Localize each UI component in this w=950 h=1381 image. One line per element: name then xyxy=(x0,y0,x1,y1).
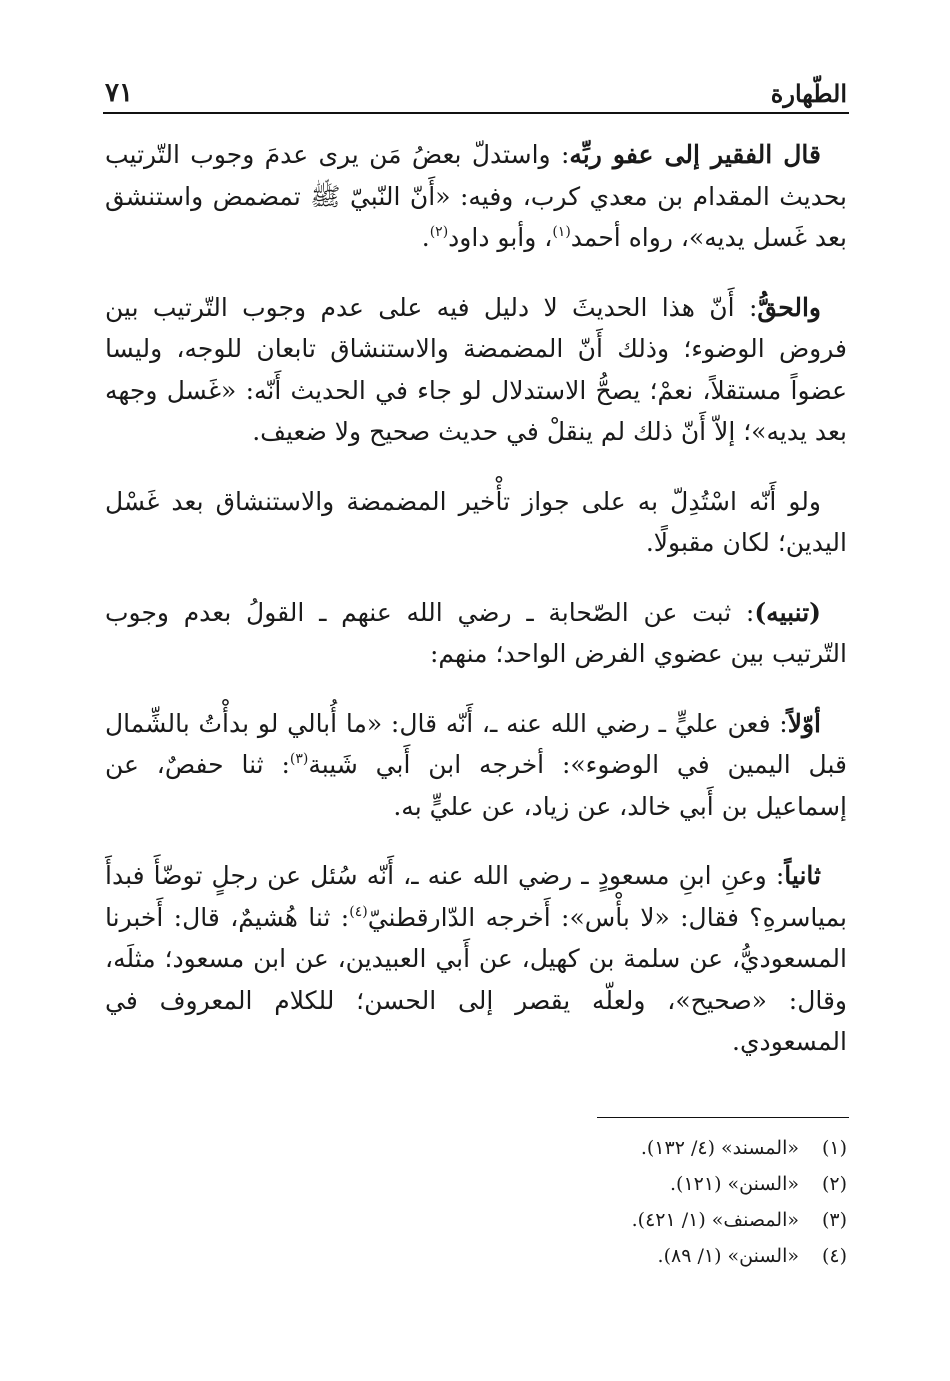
footnote-text: «المصنف» (١/ ٤٢١). xyxy=(631,1209,799,1231)
paragraph-faqir xyxy=(105,134,847,259)
paragraph-lead: والحقُّ xyxy=(757,292,821,322)
page-header xyxy=(105,70,847,108)
footnote-item xyxy=(105,1130,847,1166)
paragraph-text: ، وأبو داود xyxy=(448,223,553,252)
paragraph-text: : ثنا حفصٌ، عن إسماعيل بن أَبي خالد، عن زياد، عن عليٍّ به. xyxy=(105,750,847,821)
paragraph-text: : أَنّ هذا الحديثَ لا دليل فيه على عدم وجوب التّرتيب بين فروض الوضوء؛ وذلك أَنّ المضمضة والاستنشاق تابعان للوجه، وليسا عضواً مستقلاً، نعمْ؛ يصحُّ الاستدلال لو جاء في الحديث أَنّه: «غَسل وجهه بعد يديه»؛ إلاّ أَنّ ذلك لم ينقلْ في حديث صحيح ولا ضعيف. xyxy=(105,292,847,446)
paragraph-text: : فعن عليٍّ ـ رضي الله عنه ـ، أَنّه قال: «ما أُبالي لو بدأْتُ بالشِّمال قبل اليمين في الوضوء»: أخرجه ابن أَبي شَيبة xyxy=(105,708,847,779)
paragraph-text: : ثبت عن الصّحابة ـ رضي الله عنهم ـ القولُ بعدم وجوب التّرتيب بين عضوي الفرض الواحد؛ منهم: xyxy=(105,597,847,668)
paragraph-lead: أوّلاً xyxy=(787,708,821,738)
footnote-rule xyxy=(597,1117,849,1118)
footnote-ref: (٣) xyxy=(289,751,309,767)
header-rule xyxy=(103,112,849,114)
paragraph-awwalan xyxy=(105,703,847,828)
paragraph-text: : وعنِ ابنِ مسعودٍ ـ رضي الله عنه ـ، أَنّه سُئل عن رجلٍ توضّأَ فبدأَ بمياسرهِ؟ فقال: «لا بأْس»: أَخرجه الدّارقطنيّ xyxy=(105,861,847,932)
footnote-number: (٣) xyxy=(821,1209,847,1231)
footnote-number: (٢) xyxy=(821,1173,847,1195)
paragraph-text: . xyxy=(421,223,430,252)
footnote-item xyxy=(105,1238,847,1274)
paragraph-lead: (تنبيه) xyxy=(754,597,821,627)
footnote-text: «المسند» (٤/ ١٣٢). xyxy=(640,1137,799,1159)
footnote-ref: (٢) xyxy=(429,224,449,240)
footnote-number: (١) xyxy=(821,1137,847,1159)
footnote-text: «السنن» (١٢١). xyxy=(670,1173,799,1195)
paragraph-text: : واستدلّ بعضُ مَن يرى عدمَ وجوب التّرتيب بحديث المقدام بن معدي كرب، وفيه: «أَنّ النّبيّ ﷺ تمضمض واستنشق بعد غَسل يديه»، رواه أحمد xyxy=(105,140,847,252)
paragraph-haqq xyxy=(105,287,847,453)
running-title: الطّهارة xyxy=(770,79,847,108)
paragraph-lead: قال الفقير إلى عفو ربِّه xyxy=(569,140,821,169)
footnote-item xyxy=(105,1202,847,1238)
footnote-ref: (٤) xyxy=(349,903,368,920)
paragraph-text: ولو أَنّه اسْتُدِلّ به على جواز تأْخير المضمضة والاستنشاق بعد غَسْل اليدين؛ لكان مقبولًا. xyxy=(105,486,847,557)
paragraph-text: : ثنا هُشيمٌ، قال: أَخبرنا المسعوديُّ، عن سلمة بن كهيل، عن أَبي العبيدين، عن ابن مسعود؛ مثلَه، وقال: «صحيح»، ولعلّه يقصر إلى الحسن؛ للكلام المعروف في المسعودي. xyxy=(105,902,847,1056)
footnote-text: «السنن» (١/ ٨٩). xyxy=(657,1245,799,1267)
paragraph-lead: ثانياً xyxy=(784,861,821,890)
footnotes xyxy=(105,1130,847,1274)
main-text xyxy=(105,134,847,1091)
page-number: ٧١ xyxy=(105,78,133,108)
paragraph-thaniyan xyxy=(105,855,847,1063)
footnote-ref: (١) xyxy=(552,224,571,240)
footnote-number: (٤) xyxy=(821,1245,847,1267)
paragraph-istidlal xyxy=(105,481,847,564)
footnote-item xyxy=(105,1166,847,1202)
paragraph-tanbih xyxy=(105,592,847,675)
